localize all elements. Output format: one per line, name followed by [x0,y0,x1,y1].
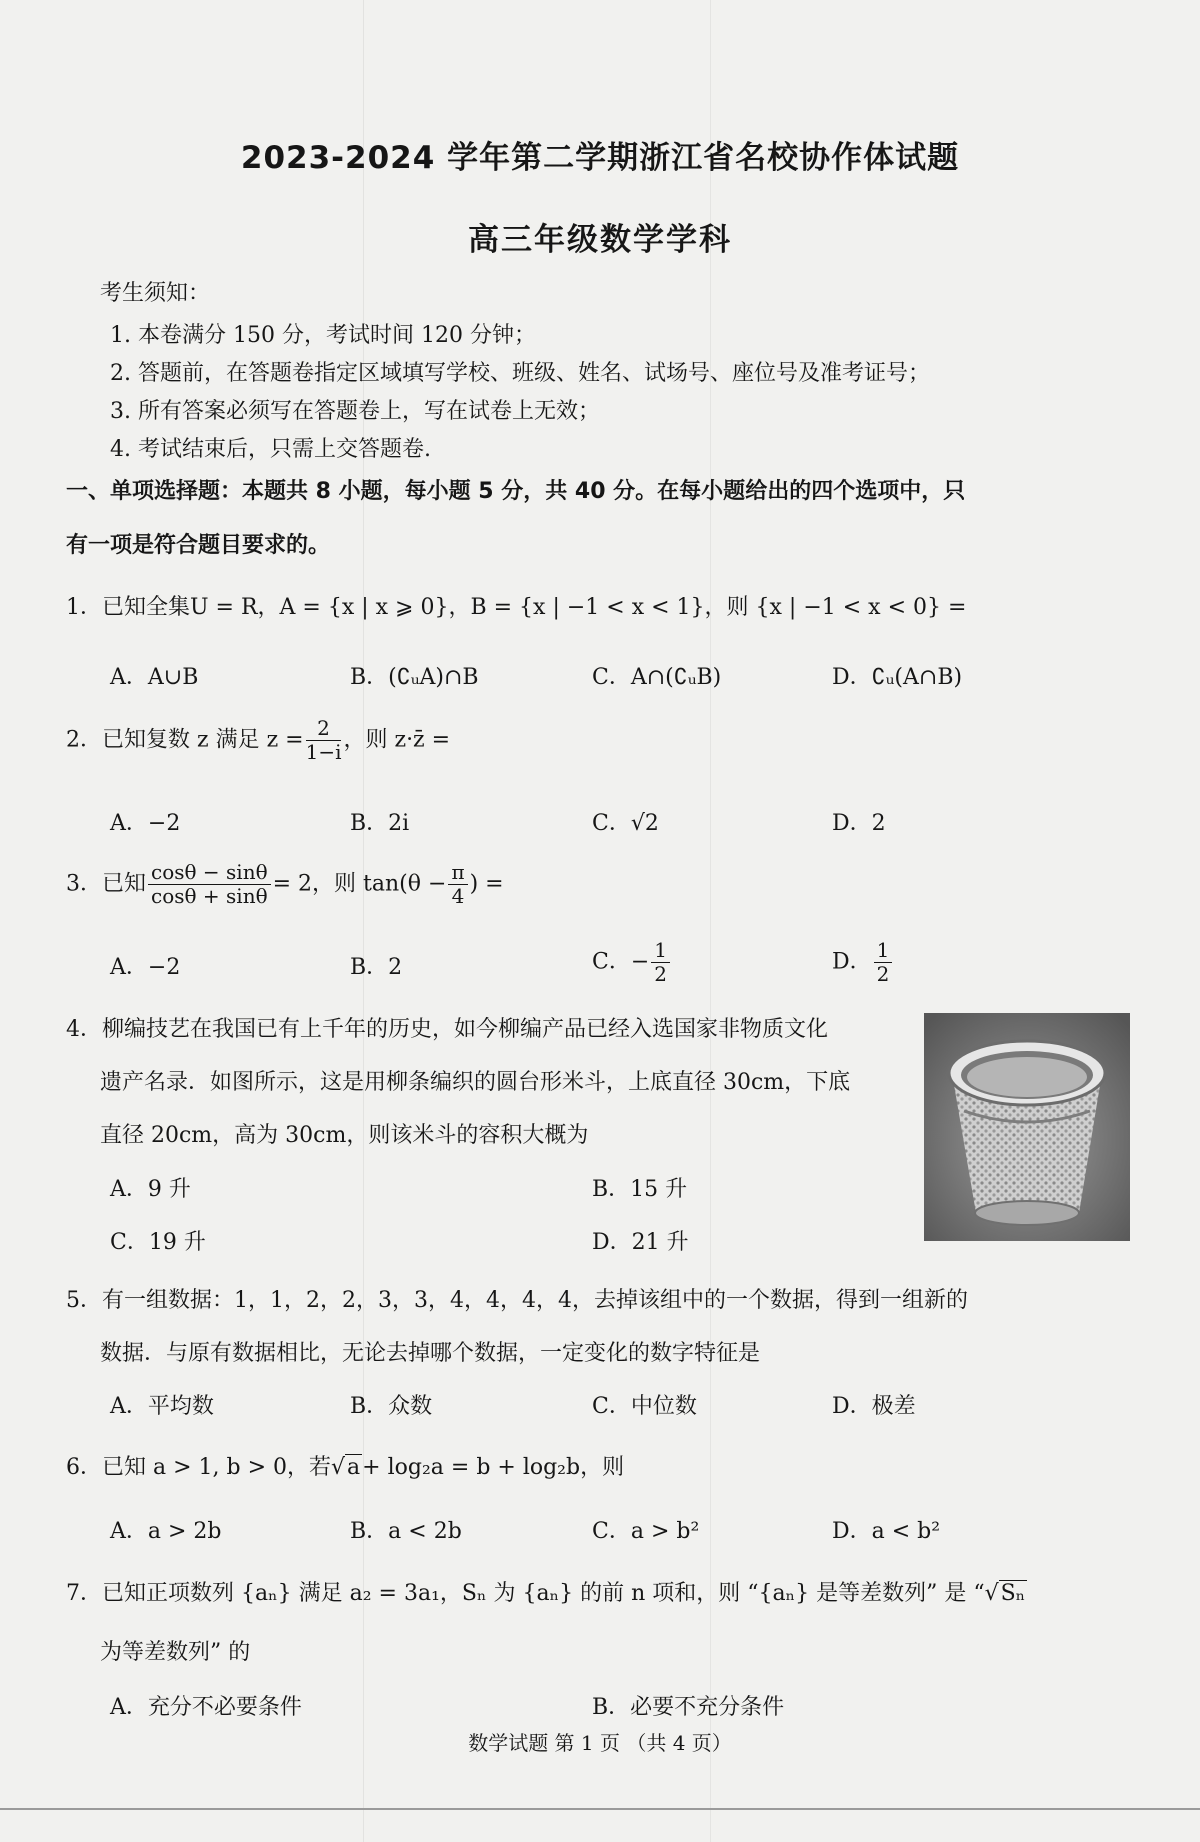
section-heading-cont: 有一项是符合题目要求的。 [66,533,331,558]
option-a: A．−2 [110,811,181,836]
bottom-rule [0,1808,1200,1810]
option-a: A．平均数 [110,1394,214,1419]
option-a: A．充分不必要条件 [110,1695,302,1720]
question-6: 6．已知 a > 1, b > 0，若√a+ log₂a = b + log₂b，则 [66,1455,625,1480]
question-stem-line: 遗产名录．如图所示，这是用柳条编织的圆台形米斗，上底直径 30cm，下底 [100,1070,851,1095]
option-b: B．(∁ᵤA)∩B [350,665,479,690]
question-stem: 有一组数据：1，1，2，2，3，3，4，4，4，4，去掉该组中的一个数据，得到一组新的 [102,1288,968,1313]
fraction-denominator: 2 [876,962,890,986]
question-stem: 已知复数 z 满足 z = [102,727,304,753]
question-stem-end: + log₂a = b + log₂b，则 [362,1455,625,1480]
square-root: Sₙ [1000,1581,1026,1606]
fraction-denominator: cosθ + sinθ [151,884,268,908]
notice-item: 1. 本卷满分 150 分，考试时间 120 分钟； [110,323,536,348]
fraction-denominator: 1−i [305,740,342,764]
question-5 [66,1283,968,1314]
fraction-numerator: 2 [306,718,342,741]
question-stem-line: 数据．与原有数据相比，无论去掉哪个数据，一定变化的数字特征是 [100,1341,761,1366]
option-a: A．−2 [110,955,181,980]
question-stem: 已知 a > 1, b > 0，若 [102,1455,332,1480]
option-b: B．必要不充分条件 [592,1695,785,1720]
option-b: B．众数 [350,1394,433,1419]
question-stem-mid: = 2，则 tan(θ − [272,871,447,897]
fraction [651,940,670,985]
option-c: C．中位数 [592,1394,697,1419]
willow-basket-image [924,1013,1130,1241]
question-1 [66,590,966,621]
fraction [148,862,271,907]
fraction-numerator: cosθ − sinθ [148,862,271,885]
option-d: D．a < b² [832,1519,941,1544]
option-d: D．极差 [832,1394,916,1419]
option-d: D．21 升 [592,1230,689,1255]
option-c: C．19 升 [110,1230,206,1255]
option-label: C．− [592,949,650,975]
question-2 [66,718,450,763]
question-number: 1． [66,595,102,620]
question-stem: 柳编技艺在我国已有上千年的历史，如今柳编产品已经入选国家非物质文化 [102,1017,829,1042]
option-d: D．2 [832,811,886,836]
option-d [832,940,894,985]
fraction [874,940,893,985]
page-footer: 数学试题 第 1 页 （共 4 页） [468,1731,732,1755]
exam-title: 2023-2024 学年第二学期浙江省名校协作体试题 [240,140,960,176]
question-stem-end: ) = [469,871,504,897]
option-c [592,940,672,985]
option-c: C．A∩(∁ᵤB) [592,665,722,690]
question-number: 2． [66,727,102,753]
option-b: B．a < 2b [350,1519,462,1544]
fraction [448,862,467,907]
exam-subject: 高三年级数学学科 [468,222,732,258]
notice-item: 2. 答题前，在答题卷指定区域填写学校、班级、姓名、试场号、座位号及准考证号； [110,361,930,386]
question-stem-line: 为等差数列” 的 [100,1640,251,1665]
notice-item: 4. 考试结束后，只需上交答题卷. [110,437,431,462]
question-stem-end: ，则 z·z̄ = [343,727,451,753]
option-c: C．√2 [592,811,659,836]
question-stem: 已知全集U = R，A = {x | x ⩾ 0}，B = {x | −1 < x < 1}，则 {x | −1 < x < 0} = [102,595,967,620]
option-c: C．a > b² [592,1519,700,1544]
question-7: 7．已知正项数列 {aₙ} 满足 a₂ = 3a₁，Sₙ 为 {aₙ} 的前 n 项和，则 “{aₙ} 是等差数列” 是 “√Sₙ [66,1581,1026,1606]
fold-line [363,0,364,1842]
question-stem: 已知正项数列 {aₙ} 满足 a₂ = 3a₁，Sₙ 为 {aₙ} 的前 n 项和，则 “{aₙ} 是等差数列” 是 “ [102,1581,985,1606]
section-heading: 一、单项选择题：本题共 8 小题，每小题 5 分，共 40 分。在每小题给出的四个选项中，只 [66,479,966,504]
question-number: 3． [66,871,102,897]
question-number: 5． [66,1288,102,1313]
option-a: A．A∪B [110,665,199,690]
option-b: B．2 [350,955,403,980]
square-root: a [347,1455,361,1480]
fraction-numerator: 1 [874,940,893,963]
fraction-denominator: 4 [451,884,465,908]
option-b: B．15 升 [592,1177,688,1202]
option-a: A．a > 2b [110,1519,222,1544]
question-number: 6． [66,1455,102,1480]
question-3 [66,862,504,907]
fraction-numerator: π [448,862,467,885]
question-4 [66,1012,828,1043]
fraction [306,718,342,763]
fraction-numerator: 1 [651,940,670,963]
question-stem-line: 直径 20cm，高为 30cm，则该米斗的容积大概为 [100,1123,589,1148]
option-d: D．∁ᵤ(A∩B) [832,665,963,690]
option-label: D． [832,949,872,975]
notice-item: 3. 所有答案必须写在答题卷上，写在试卷上无效； [110,399,600,424]
fold-line [710,0,711,1842]
question-number: 7． [66,1581,102,1606]
option-b: B．2i [350,811,410,836]
question-stem: 已知 [102,871,147,897]
option-a: A．9 升 [110,1177,191,1202]
notice-heading: 考生须知： [100,281,211,306]
question-number: 4． [66,1017,102,1042]
fraction-denominator: 2 [654,962,668,986]
